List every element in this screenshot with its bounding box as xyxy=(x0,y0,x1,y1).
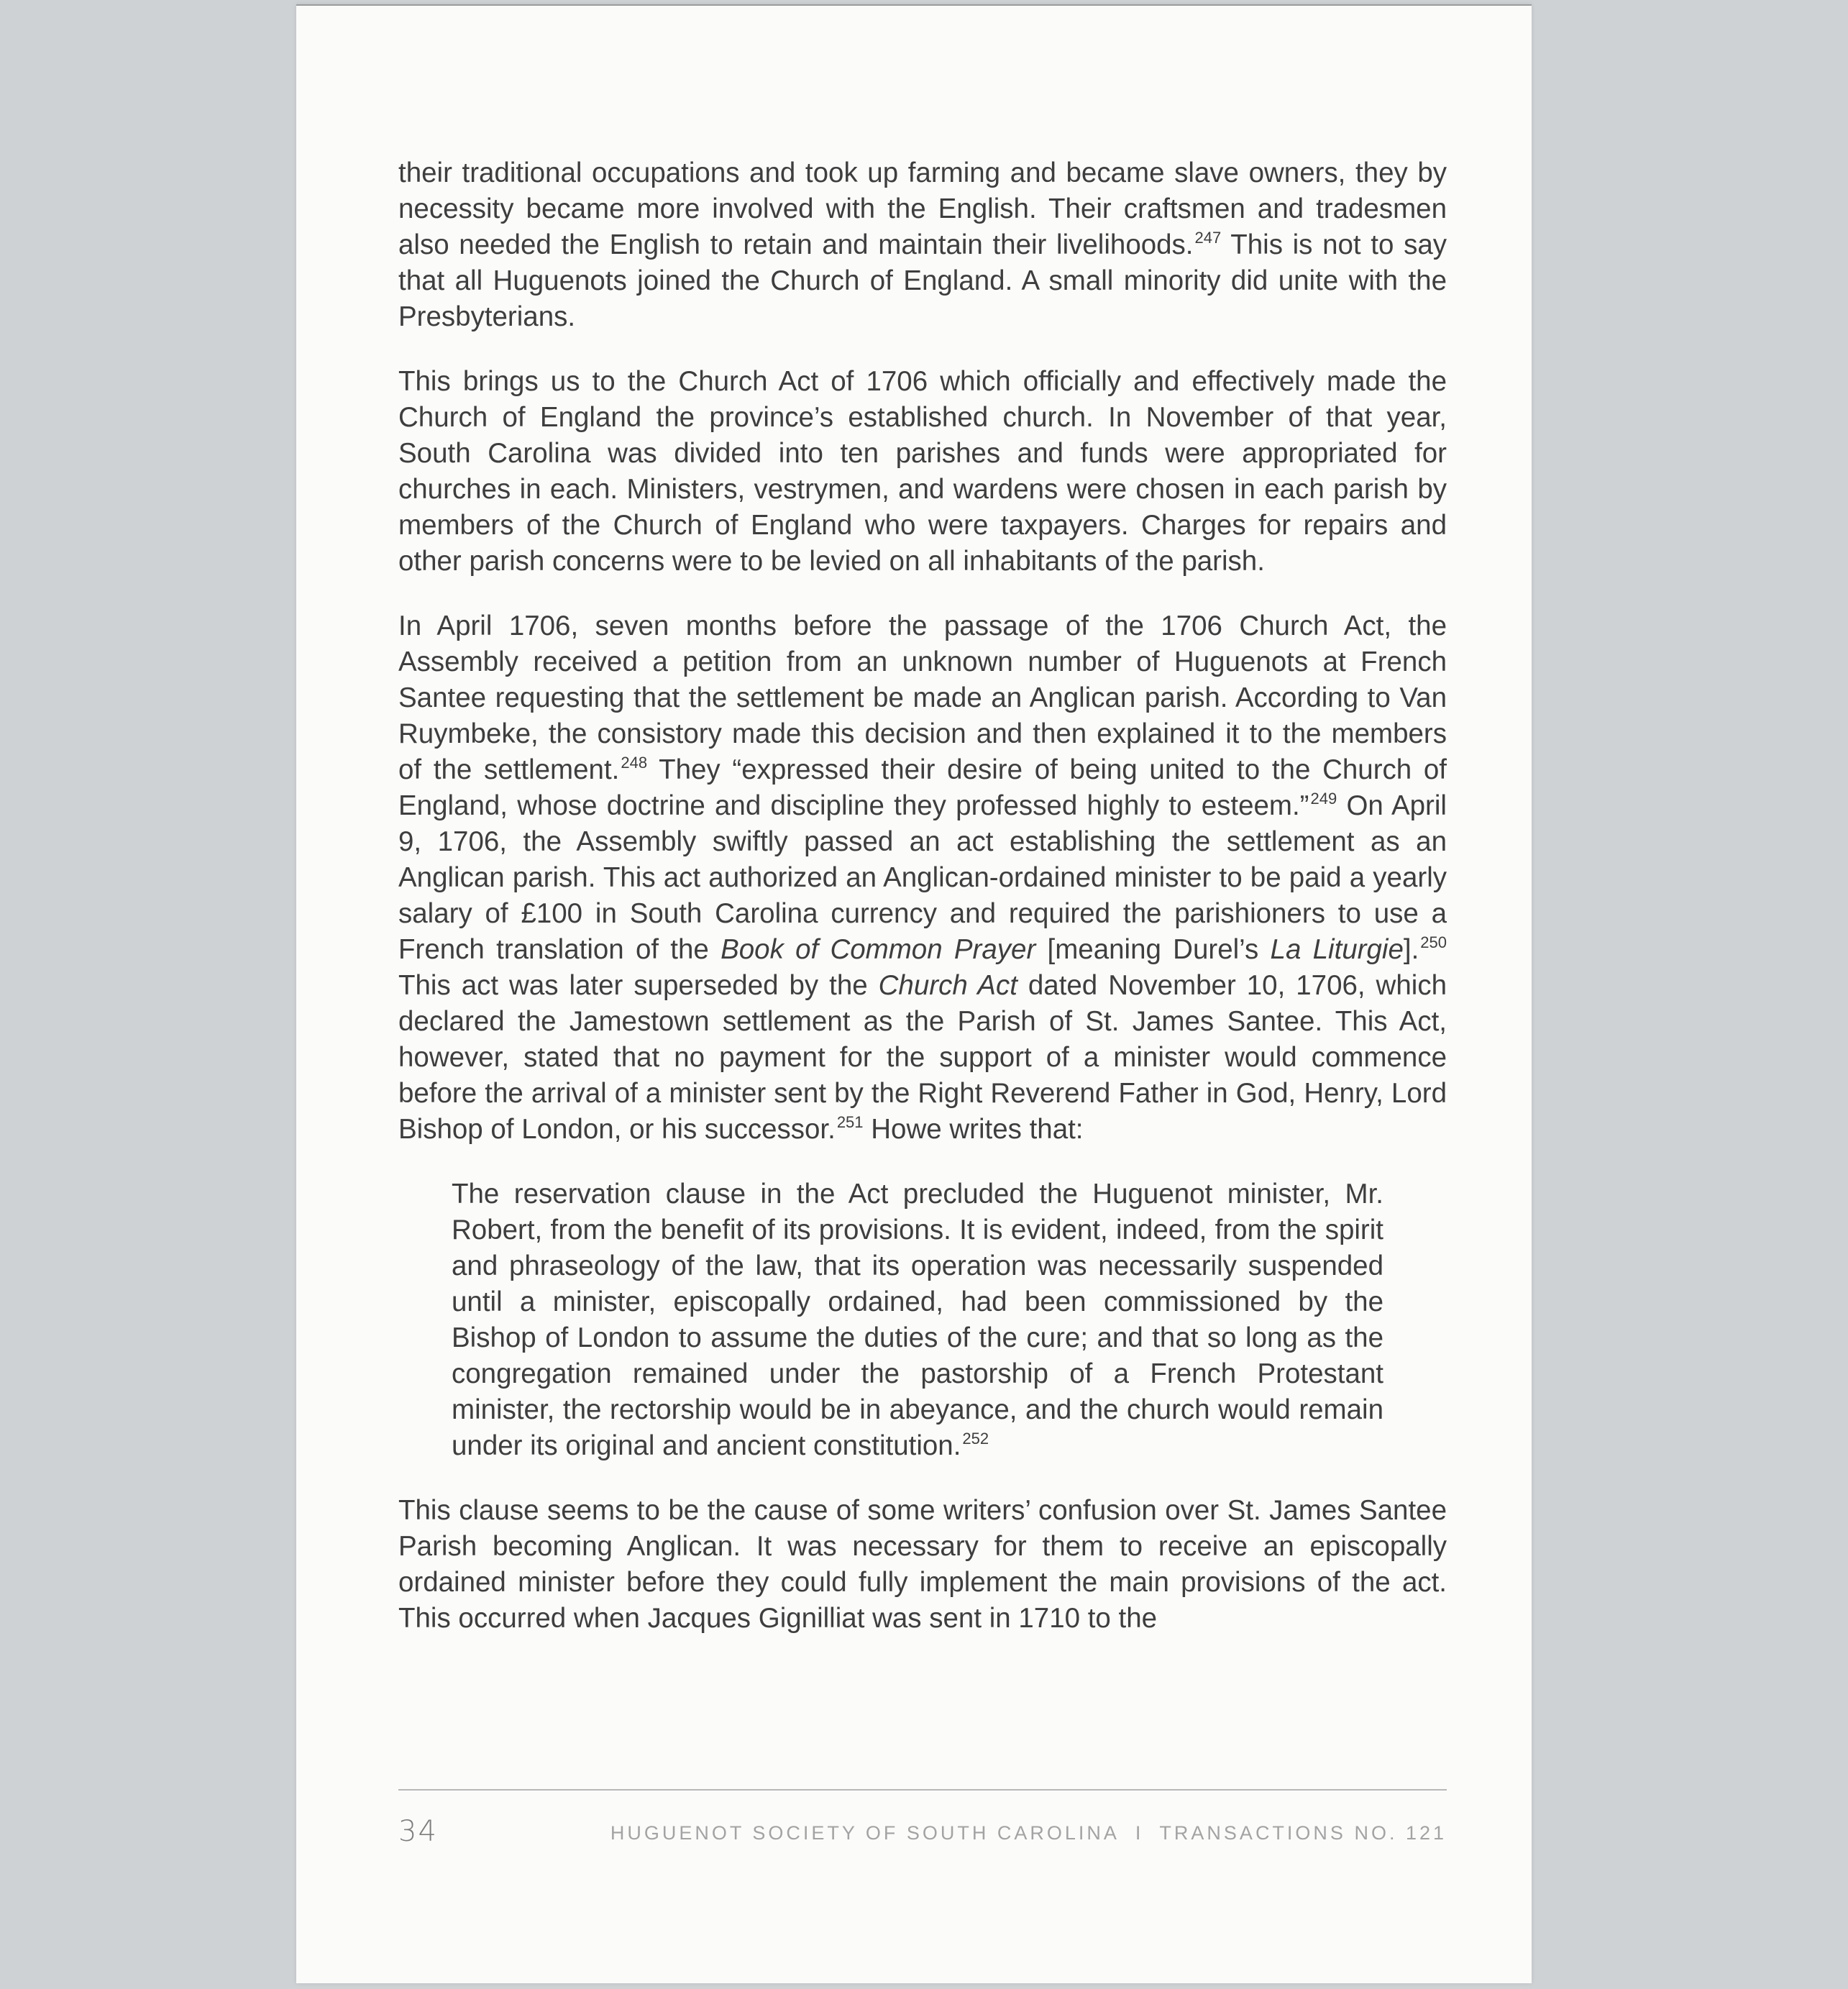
footer-issue: TRANSACTIONS NO. 121 xyxy=(1159,1822,1447,1844)
book-page xyxy=(296,4,1532,1983)
footnote-ref: 247 xyxy=(1194,229,1222,247)
footnote-ref: 250 xyxy=(1420,933,1447,951)
footnote-ref: 249 xyxy=(1310,790,1337,808)
footer-separator: I xyxy=(1135,1822,1144,1844)
footnote-ref: 251 xyxy=(836,1113,864,1131)
footer-publication: HUGUENOT SOCIETY OF SOUTH CAROLINA xyxy=(610,1822,1120,1844)
body-text xyxy=(398,155,1447,1665)
page-top-edge xyxy=(296,4,1532,6)
footnote-ref: 248 xyxy=(621,754,648,772)
title-italic: Book of Common Prayer xyxy=(721,934,1036,965)
page-number: 34 xyxy=(398,1815,438,1848)
footnote-ref: 252 xyxy=(962,1430,989,1448)
title-italic: Church Act xyxy=(878,970,1017,1001)
paragraph-3: In April 1706, seven months before the passage of the 1706 Church Act, the Assembly received a petition from an unknown number of Huguenots at French Santee requesting that the settlement be made an Anglican parish. According to Van Ruymbeke, the consistory made this decision and then explained it to the members of the settlement.$^{248}$ They “expressed their desire of being united to the Church of England, whose doctrine and discipline they professed highly to esteem.”$^{249}$ On April 9, 1706, the Assembly swiftly passed an act establishing the settlement as an Anglican parish. This act authorized an Anglican-ordained minister to be paid a yearly salary of £100 in South Carolina currency and required the parishioners to use a French translation of the Book of Common Prayer [meaning Durel’s La Liturgie].$^{250}$ This act was later superseded by the Church Act dated November 10, 1706, which declared the Jamestown settlement as the Parish of St. James Santee. This Act, however, stated that no payment for the support of a minister would commence before the arrival of a minister sent by the Right Reverend Father in God, Henry, Lord Bishop of London, or his successor.$^{251}$ Howe writes that: xyxy=(398,611,1447,1145)
paragraph-2: This brings us to the Church Act of 1706 which officially and effectively made the Church of England the province’s established church. In November of that year, South Carolina was divided into ten parishes and funds were appropriated for churches in each. Ministers, vestrymen, and wardens were chosen in each parish by members of the Church of England who were taxpayers. Charges for repairs and other parish concerns were to be levied on all inhabitants of the parish. xyxy=(398,366,1447,577)
paragraph-1: their traditional occupations and took up farming and became slave owners, they by necessity became more involved with the English. Their craftsmen and tradesmen also needed the English to retain and maintain their livelihoods.$^{247}$ This is not to say that all Huguenots joined the Church of England. A small minority did unite with the Presbyterians. xyxy=(398,157,1447,332)
title-italic: La Liturgie xyxy=(1270,934,1404,965)
paragraph-4: This clause seems to be the cause of some writers’ confusion over St. James Santee Parish becoming Anglican. It was necessary for them to receive an episcopally ordained minister before they could fully implement the main provisions of the act. This occurred when Jacques Gignilliat was sent in 1710 to the xyxy=(398,1495,1447,1634)
footer-rule xyxy=(398,1789,1447,1791)
block-quote: The reservation clause in the Act precluded the Huguenot minister, Mr. Robert, from the benefit of its provisions. It is evident, indeed, from the spirit and phraseology of the law, that its operation was necessarily suspended until a minister, episcopally ordained, had been commissioned by the Bishop of London to assume the duties of the cure; and that so long as the congregation remained under the pastorship of a French Protestant minister, the rectorship would be in abeyance, and the church would remain under its original and ancient constitution.$^{252}$ xyxy=(452,1179,1383,1461)
running-footer xyxy=(610,1822,1447,1844)
